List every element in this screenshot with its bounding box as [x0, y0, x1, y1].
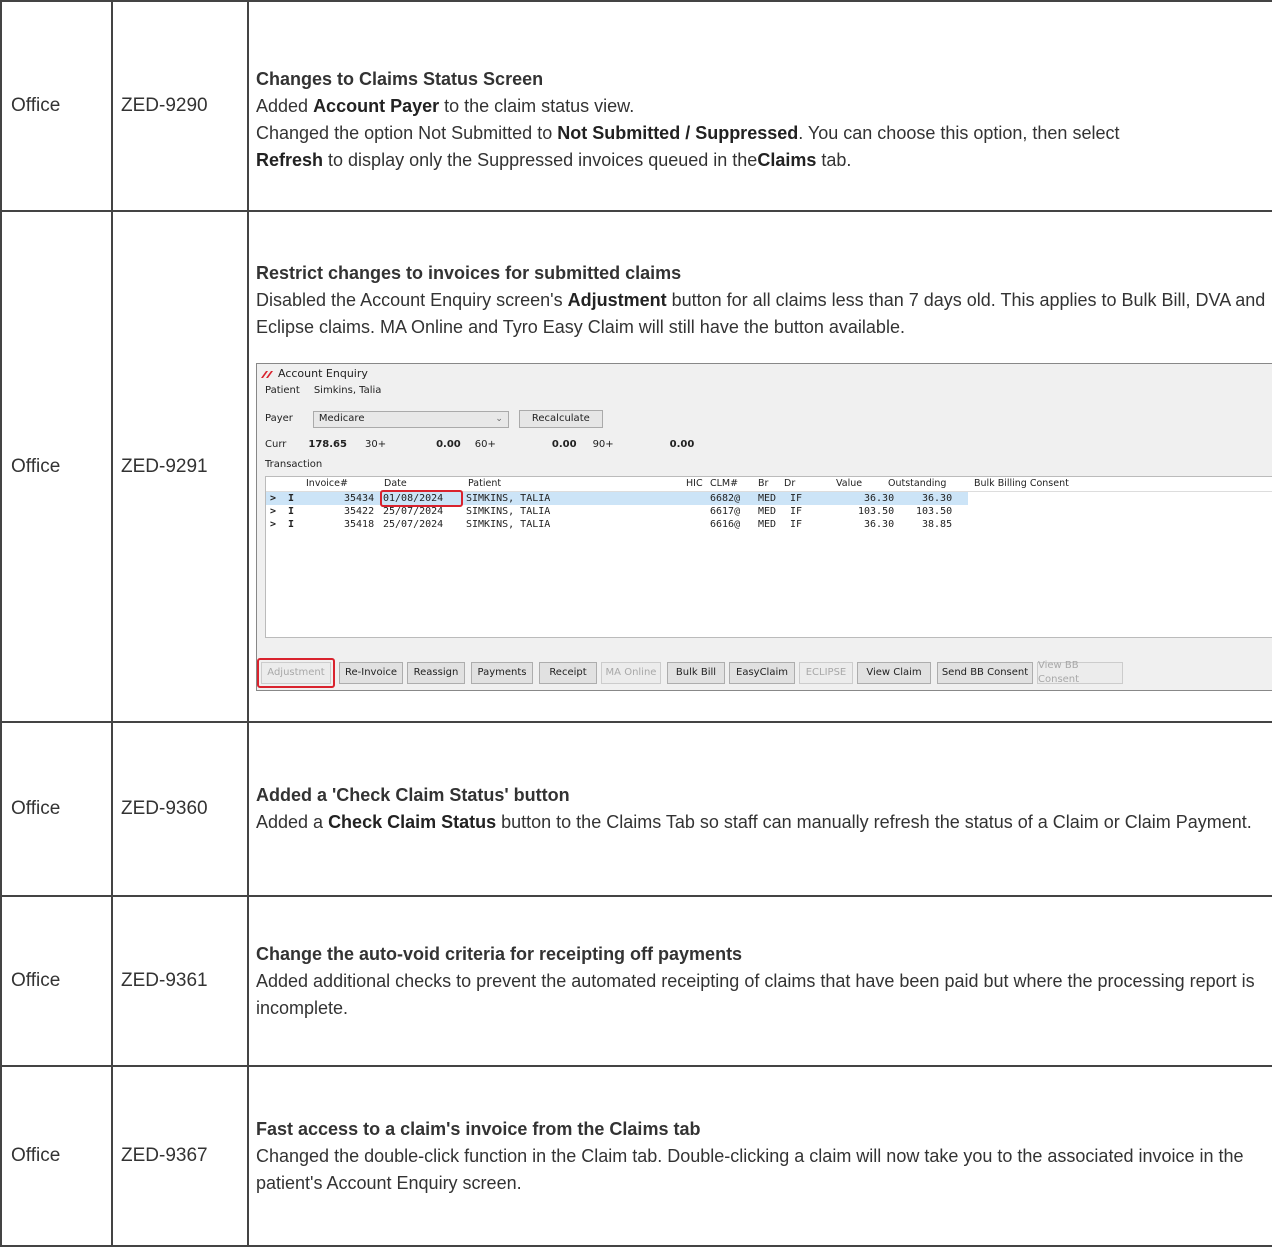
- view-bb-consent-button[interactable]: View BB Consent: [1037, 662, 1123, 684]
- transaction-label: Transaction: [265, 459, 323, 470]
- invoice-patient: SIMKINS, TALIA: [466, 519, 551, 530]
- description-cell: [248, 211, 1272, 722]
- invoice-number: 35422: [344, 506, 375, 517]
- chevron-down-icon: ⌄: [495, 414, 503, 424]
- ma-online-button[interactable]: MA Online: [601, 662, 661, 684]
- adjustment-highlight: [257, 658, 335, 688]
- application-cell: Office: [1, 1066, 112, 1246]
- application-cell: Office: [1, 896, 112, 1066]
- bucket-90-value: 0.00: [669, 439, 695, 450]
- invoice-outstanding: 36.30: [922, 493, 953, 504]
- send-bb-consent-button[interactable]: Send BB Consent: [937, 662, 1033, 684]
- invoice-br: MED: [758, 519, 777, 530]
- col-br[interactable]: Br: [758, 478, 769, 489]
- action-toolbar: [257, 654, 1272, 690]
- table-row: [1, 896, 1272, 1066]
- description-cell: [248, 1, 1272, 211]
- invoice-number: 35434: [344, 493, 375, 504]
- bucket-30-label: 30+: [364, 439, 387, 450]
- description-cell: [248, 1066, 1272, 1246]
- table-row: [1, 1066, 1272, 1246]
- invoice-date: 25/07/2024: [383, 519, 444, 530]
- account-enquiry-screenshot: [256, 363, 1272, 691]
- invoice-patient: SIMKINS, TALIA: [466, 493, 551, 504]
- payments-button[interactable]: Payments: [471, 662, 533, 684]
- application-cell: Office: [1, 211, 112, 722]
- table-row: [1, 1, 1272, 211]
- receipt-button[interactable]: Receipt: [539, 662, 597, 684]
- ticket-id-cell: ZED-9361: [112, 896, 248, 1066]
- col-hic[interactable]: HIC: [686, 478, 703, 489]
- invoice-patient: SIMKINS, TALIA: [466, 506, 551, 517]
- col-date[interactable]: Date: [384, 478, 407, 489]
- window-title: Account Enquiry: [278, 367, 368, 380]
- invoice-dr: IF: [790, 506, 803, 517]
- invoice-number: 35418: [344, 519, 375, 530]
- row-expander-icon[interactable]: > I: [270, 506, 295, 517]
- reassign-button[interactable]: Reassign: [407, 662, 465, 684]
- invoice-outstanding: 103.50: [916, 506, 953, 517]
- invoice-clm: 6617@: [710, 506, 741, 517]
- adjustment-button[interactable]: Adjustment: [261, 662, 331, 684]
- invoice-br: MED: [758, 506, 777, 517]
- col-dr[interactable]: Dr: [784, 478, 796, 489]
- application-cell: Office: [1, 1, 112, 211]
- table-row[interactable]: [266, 492, 968, 505]
- bucket-60-label: 60+: [474, 439, 496, 450]
- col-value[interactable]: Value: [836, 478, 863, 489]
- invoice-outstanding: 38.85: [922, 519, 953, 530]
- invoice-clm: 6616@: [710, 519, 741, 530]
- balance-row: [265, 438, 694, 452]
- patient-row: [265, 384, 381, 398]
- col-invoice[interactable]: Invoice#: [306, 478, 348, 489]
- item-title: Change the auto-void criteria for receipting off payments: [256, 943, 743, 964]
- app-logo-icon: [261, 370, 273, 379]
- item-text: Added additional checks to prevent the automated receipting of claims that have been paid but where the processing report is incomplete.: [256, 970, 1255, 1018]
- date-highlight: [380, 490, 463, 507]
- invoice-br: MED: [758, 493, 777, 504]
- bucket-60-value: 0.00: [551, 439, 577, 450]
- recalculate-button[interactable]: Recalculate: [519, 410, 603, 428]
- item-text: Disabled the Account Enquiry screen's Adjustment button for all claims less than 7 days old. This applies to Bulk Bill, DVA and Eclipse claims. MA Online and Tyro Easy Claim will still have the button available.: [256, 290, 1266, 337]
- ticket-id-cell: ZED-9360: [112, 722, 248, 896]
- col-outstanding[interactable]: Outstanding: [888, 478, 947, 489]
- invoice-dr: IF: [790, 519, 803, 530]
- view-claim-button[interactable]: View Claim: [857, 662, 931, 684]
- row-expander-icon[interactable]: > I: [270, 519, 295, 530]
- ticket-id-cell: ZED-9367: [112, 1066, 248, 1246]
- window-titlebar: [257, 364, 1272, 382]
- table-row: [1, 211, 1272, 722]
- col-patient[interactable]: Patient: [468, 478, 502, 489]
- item-title: Changes to Claims Status Screen: [256, 69, 544, 89]
- payer-select-value: Medicare: [318, 413, 365, 424]
- invoice-clm: 6682@: [710, 493, 741, 504]
- item-title: Restrict changes to invoices for submitted claims: [256, 263, 682, 283]
- curr-label: Curr: [265, 439, 287, 450]
- patient-label: Patient: [265, 385, 300, 396]
- item-text: Changed the option Not Submitted to Not Submitted / Suppressed. You can choose this option, then select: [256, 123, 1120, 143]
- ticket-id-cell: ZED-9290: [112, 1, 248, 211]
- patient-value: Simkins, Talia: [313, 385, 382, 396]
- item-title: Added a 'Check Claim Status' button: [256, 785, 570, 805]
- row-expander-icon[interactable]: > I: [270, 493, 295, 504]
- item-title: Fast access to a claim's invoice from the Claims tab: [256, 1118, 701, 1139]
- description-cell: [248, 722, 1272, 896]
- curr-value: 178.65: [308, 439, 347, 450]
- transaction-grid[interactable]: [265, 476, 1272, 638]
- col-bulk-billing-consent[interactable]: Bulk Billing Consent: [974, 478, 1069, 489]
- invoice-value: 36.30: [864, 493, 895, 504]
- item-text: Changed the double-click function in the Claim tab. Double-clicking a claim will now take you to the associated invoice in the patient's Account Enquiry screen.: [256, 1145, 1244, 1193]
- bucket-30-value: 0.00: [436, 439, 461, 450]
- description-cell: [248, 896, 1272, 1066]
- payer-select[interactable]: [313, 411, 509, 428]
- item-text: Refresh to display only the Suppressed invoices queued in theClaims tab.: [256, 150, 852, 170]
- eclipse-button[interactable]: ECLIPSE: [799, 662, 853, 684]
- bulk-bill-button[interactable]: Bulk Bill: [667, 662, 725, 684]
- invoice-value: 36.30: [864, 519, 895, 530]
- invoice-date: 01/08/2024: [383, 493, 444, 504]
- invoice-date: 25/07/2024: [383, 506, 444, 517]
- payer-label: Payer: [265, 413, 293, 424]
- invoice-value: 103.50: [858, 506, 895, 517]
- payer-row: [265, 410, 603, 428]
- item-text: Added a Check Claim Status button to the Claims Tab so staff can manually refresh the status of a Claim or Claim Payment.: [256, 812, 1252, 832]
- col-clm[interactable]: CLM#: [710, 478, 739, 489]
- re-invoice-button[interactable]: Re-Invoice: [339, 662, 403, 684]
- invoice-dr: IF: [790, 493, 803, 504]
- table-row: [1, 722, 1272, 896]
- ticket-id-cell: ZED-9291: [112, 211, 248, 722]
- table-row[interactable]: [266, 518, 1272, 531]
- easyclaim-button[interactable]: EasyClaim: [729, 662, 795, 684]
- bucket-90-label: 90+: [592, 439, 614, 450]
- item-text: Added Account Payer to the claim status view.: [256, 96, 635, 116]
- application-cell: Office: [1, 722, 112, 896]
